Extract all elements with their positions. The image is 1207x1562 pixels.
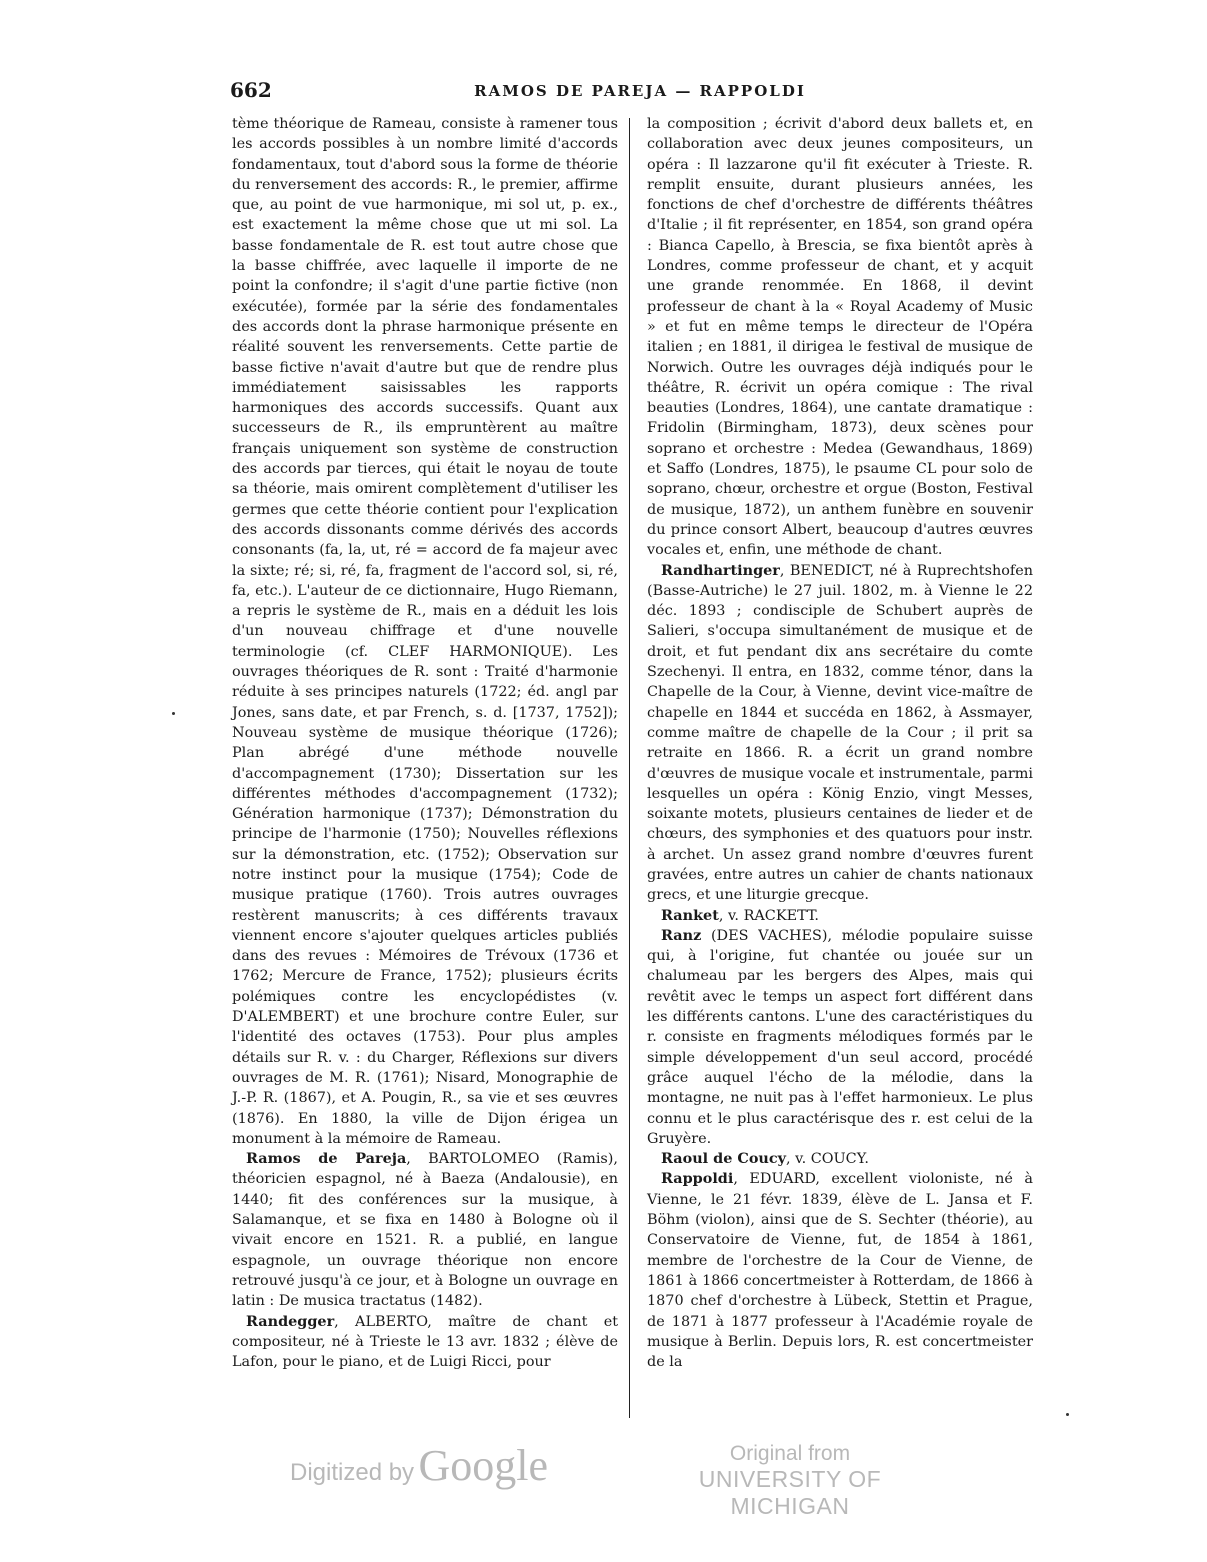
headword-randegger: Randegger bbox=[246, 1312, 335, 1330]
scan-speck bbox=[1066, 1413, 1069, 1416]
entry-text-rappoldi: , EDUARD, excellent violoniste, né à Vienne, le 21 févr. 1839, élève de L. Jansa et F. Böhm (violon), ainsi que de S. Sechter (théorie), au Conservatoire de Vienne, fut, de 1854 à 1861, membre de l'orchestre de la Cour de Vienne, de 1861 à 1866 concertmeister à Rotterdam, de 1866 à 1870 chef d'orchestre à Lübeck, Stettin et Prague, de 1871 à 1877 professeur à l'Académie royale de musique à Berlin. Depuis lors, R. est concertmeister de la bbox=[647, 1171, 1033, 1371]
running-head: RAMOS DE PAREJA — RAPPOLDI bbox=[474, 82, 806, 100]
column-divider bbox=[629, 118, 630, 1418]
original-from-watermark bbox=[665, 1442, 915, 1520]
headword-ranz: Ranz bbox=[661, 926, 702, 944]
scan-speck bbox=[172, 712, 175, 715]
entry-text-randhartinger: , BENEDICT, né à Ruprechtshofen (Basse-Autriche) le 27 juil. 1802, m. à Vienne le 22 déc. 1893 ; condisciple de Schubert auprès de Salieri, s'occupa simultanément de musique et de droit, et fut pendant dix ans secrétaire du comte Szechenyi. Il entra, en 1832, comme ténor, dans la Chapelle de la Cour, à Vienne, devint vice-maître de chapelle en 1844 et succéda en 1862, à Assmayer, comme maître de chapelle de la Cour ; il prit sa retraite en 1866. R. a écrit un grand nombre d'œuvres de musique vocale et instrumentale, parmi lesquelles un opéra : König Enzio, vingt Messes, soixante motets, plusieurs centaines de lieder et de chœurs, des symphonies et des quatuors pour instr. à archet. Un assez grand nombre d'œuvres furent gravées, entre autres un cahier de chants nationaux grecs, et une liturgie grecque. bbox=[647, 562, 1033, 904]
headword-raoul-de-coucy: Raoul de Coucy bbox=[661, 1150, 787, 1168]
page-number: 662 bbox=[230, 78, 272, 102]
headword-randhartinger: Randhartinger bbox=[661, 561, 780, 579]
entry-text-randegger: , ALBERTO, maître de chant et compositeur, né à Trieste le 13 avr. 1832 ; élève de Lafon, pour le piano, et de Luigi Ricci, pour bbox=[232, 1313, 618, 1371]
entry-text-raoul-de-coucy: , v. COUCY. bbox=[786, 1151, 869, 1168]
left-column bbox=[232, 114, 618, 1372]
rameau-continuation-text: tème théorique de Rameau, consiste à ramener tous les accords possibles à un nombre limité d'accords fondamentaux, tout d'abord sous la forme de théorie du renversement des accords: R., le premier, affirme que, au point de vue harmonique, mi sol ut, p. ex., est exactement la même chose que ut mi sol. La basse fondamentale de R. est tout autre chose que la basse chiffrée, avec laquelle il importe de ne point la confondre; il s'agit d'une partie fictive (non exécutée), formée par la série des fondamentales des accords dont la phrase harmonique présente en réalité souvent les renversements. Cette partie de basse fictive n'avait d'autre but que de rendre plus immédiatement saisissables les rapports harmoniques des accords successifs. Quant aux successeurs de R., ils empruntèrent au maître français uniquement son système de construction des accords par tierces, qui était le noyau de toute sa théorie, mais omirent complètement d'utiliser les germes que cette théorie contient pour l'explication des accords dissonants comme dérivés des accords consonants (fa, la, ut, ré = accord de fa majeur avec la sixte; ré; si, ré, fa, fragment de l'accord sol, si, ré, fa, etc.). L'auteur de ce dictionnaire, Hugo Riemann, a repris le système de R., mais en a déduit les lois d'un nouveau chiffrage et d'une nouvelle terminologie (cf. CLEF HARMONIQUE). Les ouvrages théoriques de R. sont : Traité d'harmonie réduite à ses principes naturels (1722; éd. angl par Jones, sans date, et par French, s. d. [1737, 1752]); Nouveau système de musique théorique (1726); Plan abrégé d'une méthode nouvelle d'accompagnement (1730); Dissertation sur les différentes méthodes d'accompagnement (1732); Génération harmonique (1737); Démonstration du principe de l'harmonie (1750); Nouvelles réflexions sur la démonstration, etc. (1752); Observation sur notre instinct pour la musique (1754); Code de musique pratique (1760). Trois autres ouvrages restèrent manuscrits; à ces différents travaux viennent encore s'ajouter quelques articles publiés dans des revues : Mémoires de Trévoux (1736 et 1762; Mercure de France, 1752); plusieurs écrits polémiques contre les encyclopédistes (v. D'ALEMBERT) et une brochure contre Euler, sur l'identité des octaves (1753). Pour plus amples détails sur R. v. : du Charger, Réflexions sur divers ouvrages de M. R. (1761); Nisard, Monographie de J.-P. R. (1867), et A. Pougin, R., sa vie et ses œuvres (1876). En 1880, la ville de Dijon érigea un monument à la mémoire de Rameau. bbox=[232, 116, 618, 1147]
entry-randegger bbox=[232, 1312, 618, 1373]
entry-text-ramos-de-pareja: , BARTOLOMEO (Ramis), théoricien espagnol, né à Baeza (Andalousie), en 1440; fit des conférences sur la musique, à Salamanque, et se fixa en 1480 à Bologne où il vivait encore en 1521. R. a publié, en langue espagnole, un ouvrage théorique non encore retrouvé jusqu'à ce jour, et à Bologne un ouvrage en latin : De musica tractatus (1482). bbox=[232, 1151, 618, 1310]
headword-rappoldi: Rappoldi bbox=[661, 1170, 734, 1188]
entry-raoul-de-coucy bbox=[647, 1149, 1033, 1169]
headword-ranket: Ranket bbox=[661, 906, 719, 924]
entry-text-ranz: (DES VACHES), mélodie populaire suisse qui, à l'origine, fut chantée ou jouée sur un chalumeau par les bergers des Alpes, mais qui revêtit avec le temps un aspect fort différent dans les différents cantons. L'une des caractéristiques du r. consiste en fragments mélodiques formés par le simple développement d'un seul accord, procédé grâce auquel l'écho de la mélodie, dans la montagne, ne nuit pas à l'effet harmonieux. Le plus connu et le plus caractérisque des r. est celui de la Gruyère. bbox=[647, 927, 1033, 1147]
headword-ramos-de-pareja: Ramos de Pareja bbox=[246, 1150, 407, 1168]
entry-ranz bbox=[647, 926, 1033, 1149]
digitized-by-label: Digitized by bbox=[290, 1459, 415, 1486]
entry-text-ranket: , v. RACKETT. bbox=[718, 907, 819, 924]
entry-ramos-de-pareja bbox=[232, 1149, 618, 1311]
entry-rappoldi bbox=[647, 1169, 1033, 1372]
university-of-michigan-label: UNIVERSITY OF MICHIGAN bbox=[698, 1466, 882, 1519]
entry-randhartinger bbox=[647, 561, 1033, 906]
original-from-label: Original from bbox=[729, 1442, 851, 1465]
entry-ranket bbox=[647, 906, 1033, 926]
right-column bbox=[647, 114, 1033, 1372]
randegger-continuation-text: la composition ; écrivit d'abord deux ballets et, en collaboration avec deux jeunes compositeurs, un opéra : Il lazzarone qu'il fit exécuter à Trieste. R. remplit ensuite, durant plusieurs années, les fonctions de chef d'orchestre de différents théâtres d'Italie ; il fit représenter, en 1854, son grand opéra : Bianca Capello, à Brescia, se fixa bientôt après à Londres, comme professeur de chant, et y acquit une grande renommée. En 1868, il devint professeur de chant à la « Royal Academy of Music » et fut en même temps le directeur de l'Opéra italien ; en 1881, il dirigea le festival de musique de Norwich. Outre les ouvrages déjà indiqués pour le théâtre, R. écrivit un opéra comique : The rival beauties (Londres, 1864), une cantate dramatique : Fridolin (Birmingham, 1873), deux scènes pour soprano et orchestre : Medea (Gewandhaus, 1869) et Saffo (Londres, 1875), le psaume CL pour solo de soprano, chœur, orchestre et orgue (Boston, Festival de musique, 1872), un anthem funèbre en souvenir du prince consort Albert, beaucoup d'autres œuvres vocales et, enfin, une méthode de chant. bbox=[647, 116, 1033, 559]
digitized-by-google-watermark bbox=[290, 1440, 548, 1491]
google-logo: Google bbox=[418, 1441, 549, 1490]
